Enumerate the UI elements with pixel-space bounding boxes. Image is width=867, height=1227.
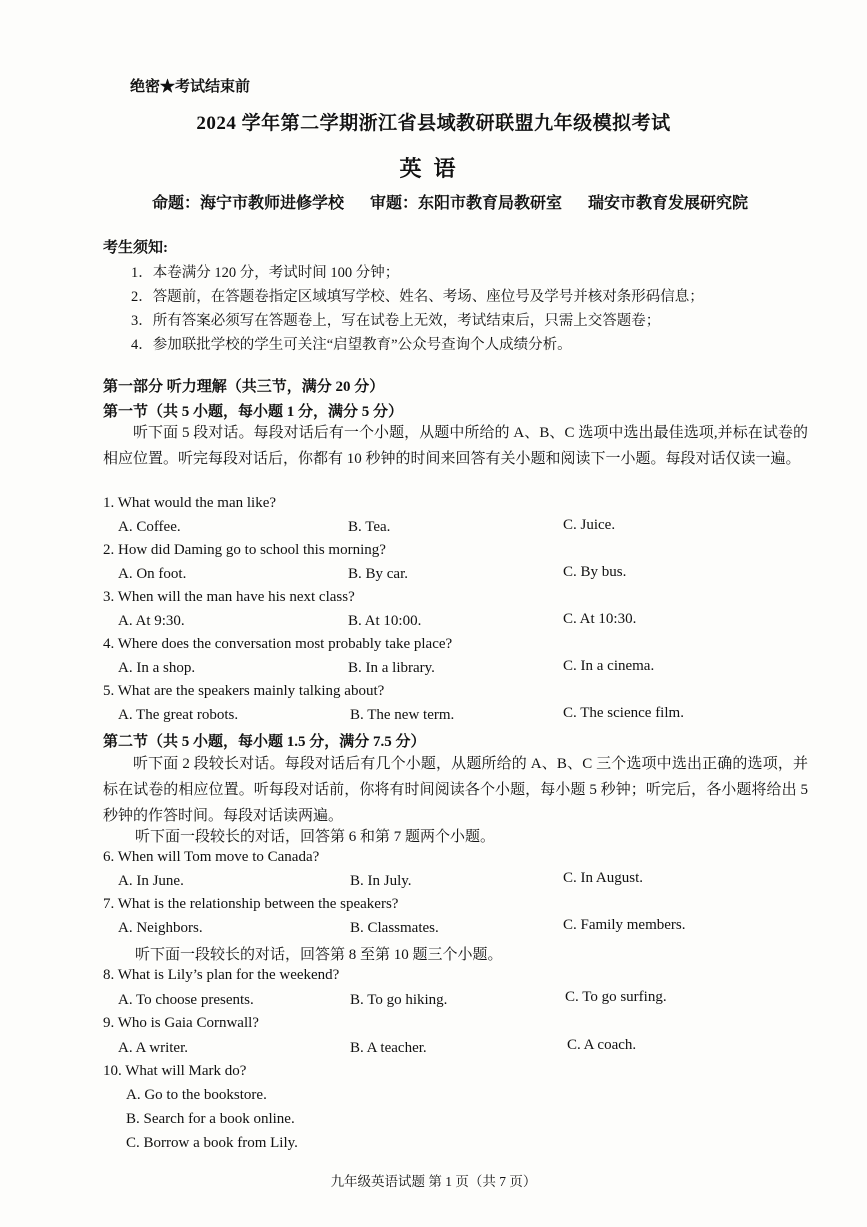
question-6: 6. When will Tom move to Canada? — [103, 849, 320, 865]
question-5: 5. What are the speakers mainly talking about? — [103, 683, 385, 699]
section1-heading: 第一节（共 5 小题，每小题 1 分，满分 5 分） — [103, 404, 404, 420]
option-b: B. The new term. — [350, 707, 455, 723]
option-c: C. A coach. — [567, 1037, 637, 1053]
option-a: A. Coffee. — [118, 519, 181, 535]
question-9: 9. Who is Gaia Cornwall? — [103, 1015, 259, 1031]
option-c: C. At 10:30. — [563, 611, 637, 627]
question-10: 10. What will Mark do? — [103, 1063, 247, 1079]
page-footer: 九年级英语试题 第 1 页（共 7 页） — [330, 1174, 537, 1189]
dialogue-note-1: 听下面一段较长的对话，回答第 6 和第 7 题两个小题。 — [135, 829, 496, 845]
option-a: A. The great robots. — [118, 707, 239, 723]
option-b: B. Search for a book online. — [126, 1111, 295, 1127]
section2-instructions: 听下面 2 段较长对话。每段对话后有几个小题，从题所给的 A、B、C 三个选项中选出正确的选项，并标在试卷的相应位置。听每段对话前，你将有时间阅读各个小题，每小题 5 秒钟；听完后，各小题将给出 5 秒钟的作答时间。每段对话读两遍。 — [103, 756, 808, 824]
notice-heading: 考生须知: — [103, 240, 168, 256]
option-c: C. In August. — [563, 870, 644, 886]
option-b: B. Tea. — [348, 519, 391, 535]
option-a: A. On foot. — [118, 566, 187, 582]
option-b: B. To go hiking. — [350, 992, 448, 1008]
option-a: A. A writer. — [118, 1040, 188, 1056]
credit-setter: 命题：海宁市教师进修学校 — [152, 195, 345, 212]
exam-title: 2024 学年第二学期浙江省县域教研联盟九年级模拟考试 — [196, 113, 671, 134]
option-b: B. In a library. — [348, 660, 435, 676]
question-8: 8. What is Lily’s plan for the weekend? — [103, 967, 340, 983]
option-c: C. The science film. — [563, 705, 684, 721]
question-7: 7. What is the relationship between the speakers? — [103, 896, 399, 912]
option-b: B. A teacher. — [350, 1040, 427, 1056]
notice-item: 2．答题前，在答题卷指定区域填写学校、姓名、考场、座位号及学号并核对条形码信息； — [131, 289, 704, 305]
credit-reviewer-2: 瑞安市教育发展研究院 — [588, 195, 749, 212]
confidential-label: 绝密★考试结束前 — [130, 79, 251, 95]
notice-item: 3．所有答案必须写在答题卷上，写在试卷上无效，考试结束后，只需上交答题卷； — [131, 313, 661, 329]
dialogue-note-2: 听下面一段较长的对话，回答第 8 至第 10 题三个小题。 — [135, 947, 503, 963]
option-c: C. To go surfing. — [565, 989, 667, 1005]
option-a: A. In June. — [118, 873, 184, 889]
subject-title: 英语 — [399, 156, 468, 181]
option-b: B. In July. — [350, 873, 412, 889]
credits-line — [152, 190, 770, 213]
option-c: C. Juice. — [563, 517, 616, 533]
option-a: A. In a shop. — [118, 660, 196, 676]
option-a: A. To choose presents. — [118, 992, 254, 1008]
option-a: A. At 9:30. — [118, 613, 185, 629]
option-c: C. In a cinema. — [563, 658, 655, 674]
credit-reviewer-1: 审题：东阳市教育局教研室 — [370, 195, 563, 212]
question-2: 2. How did Daming go to school this morning? — [103, 542, 386, 558]
option-b: B. By car. — [348, 566, 408, 582]
option-c: C. Family members. — [563, 917, 686, 933]
question-3: 3. When will the man have his next class? — [103, 589, 355, 605]
section2-heading: 第二节（共 5 小题，每小题 1.5 分，满分 7.5 分） — [103, 734, 426, 750]
option-c: C. Borrow a book from Lily. — [126, 1135, 298, 1151]
notice-item: 1．本卷满分 120 分，考试时间 100 分钟； — [131, 265, 400, 281]
option-b: B. At 10:00. — [348, 613, 422, 629]
option-a: A. Go to the bookstore. — [126, 1087, 267, 1103]
option-a: A. Neighbors. — [118, 920, 203, 936]
option-c: C. By bus. — [563, 564, 627, 580]
option-b: B. Classmates. — [350, 920, 439, 936]
part1-heading: 第一部分 听力理解（共三节，满分 20 分） — [103, 379, 385, 395]
question-1: 1. What would the man like? — [103, 495, 277, 511]
section1-instructions: 听下面 5 段对话。每段对话后有一个小题，从题中所给的 A、B、C 选项中选出最佳选项,并标在试卷的相应位置。听完每段对话后，你都有 10 秒钟的时间来回答有关小题和阅读下一小题。每段对话仅读一遍。 — [103, 425, 808, 467]
notice-item: 4．参加联批学校的学生可关注“启望教育”公众号查询个人成绩分析。 — [131, 337, 572, 353]
question-4: 4. Where does the conversation most probably take place? — [103, 636, 453, 652]
